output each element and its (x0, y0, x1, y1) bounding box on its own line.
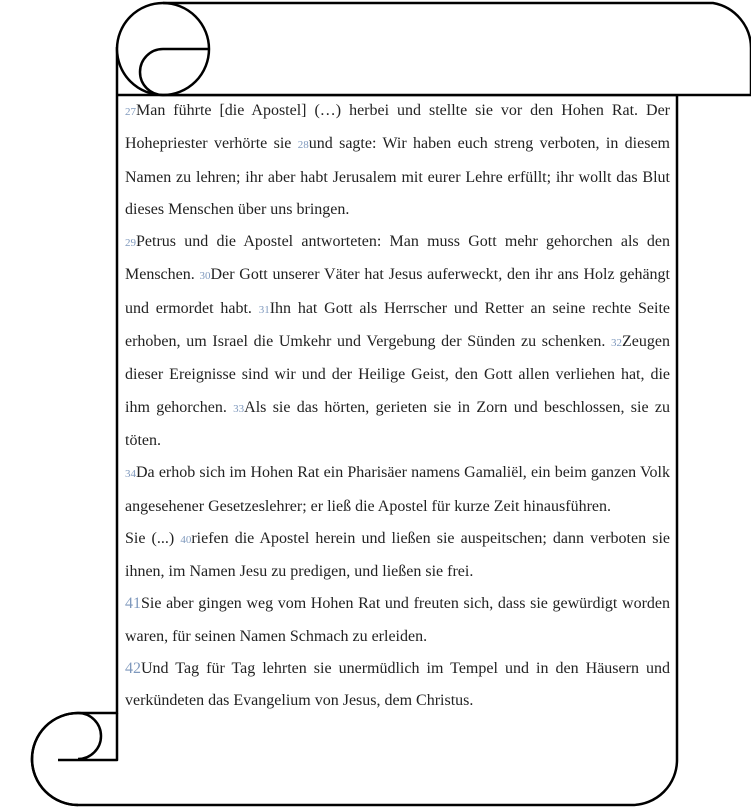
scroll-top-roll (117, 3, 751, 95)
verse-number: 27 (125, 106, 136, 118)
verse-text: Als sie das hörten, gerieten sie in Zorn und beschlossen, sie zu töten. (125, 398, 670, 449)
verse-text: Da erhob sich im Hohen Rat ein Pharisäer namens Gamaliël, ein beim ganzen Volk angesehener Gesetzeslehrer; er ließ die Apostel für kurze Zeit hinausführen. (125, 464, 670, 515)
verse-number: 28 (297, 139, 309, 152)
verse-number: 32 (611, 337, 623, 350)
verse-number: 31 (258, 303, 270, 316)
verse-text: riefen die Apostel herein und ließen sie auspeitschen; dann verboten sie ihnen, im Namen Jesu zu predigen, und ließen sie frei. (125, 529, 670, 581)
paragraph (125, 457, 670, 523)
verse-number: 41 (125, 595, 141, 613)
paragraph (125, 95, 670, 226)
verse-text: Ihn hat Gott als Herrscher und Retter an seine rechte Seite erhoben, um Israel die Umkehr und Vergebung der Sünden zu schenken. (125, 299, 670, 351)
paragraph (125, 653, 670, 718)
paragraph (125, 588, 670, 653)
paragraph (125, 226, 670, 457)
verse-number: 34 (125, 468, 136, 481)
verse-text: Man führte [die Apostel] (…) herbei und stellte sie vor den Hohen Rat. Der Hohepriester verhörte sie (125, 102, 670, 153)
verse-text: Sie aber gingen weg vom Hohen Rat und freuten sich, dass sie gewürdigt worden waren, für seinen Namen Schmach zu erleiden. (125, 595, 670, 645)
paragraph (125, 523, 670, 589)
verse-number: 42 (125, 660, 141, 678)
verse-number: 40 (180, 533, 192, 546)
verse-text: und sagte: Wir haben euch streng verboten, in diesem Namen zu lehren; ihr aber habt Jerusalem mit eurer Lehre erfüllt; ihr wollt das Blut dieses Menschen über uns bringen. (125, 135, 670, 218)
verse-text: Zeugen dieser Ereignisse sind wir und der Heilige Geist, den Gott allen verliehen hat, die ihm gehorchen. (125, 333, 670, 416)
verse-number: 33 (233, 402, 245, 415)
verse-text: Der Gott unserer Väter hat Jesus auferweckt, den ihr ans Holz gehängt und ermordet habt. (125, 266, 670, 317)
verse-number: 30 (199, 270, 211, 283)
scripture-text (125, 95, 670, 755)
verse-text: Sie (...) (125, 529, 181, 547)
verse-number: 29 (125, 237, 136, 250)
verse-text: Petrus und die Apostel antworteten: Man muss Gott mehr gehorchen als den Menschen. (125, 233, 670, 284)
verse-text: Und Tag für Tag lehrten sie unermüdlich im Tempel und in den Häusern und verkündeten das Evangelium von Jesus, dem Christus. (125, 660, 670, 710)
